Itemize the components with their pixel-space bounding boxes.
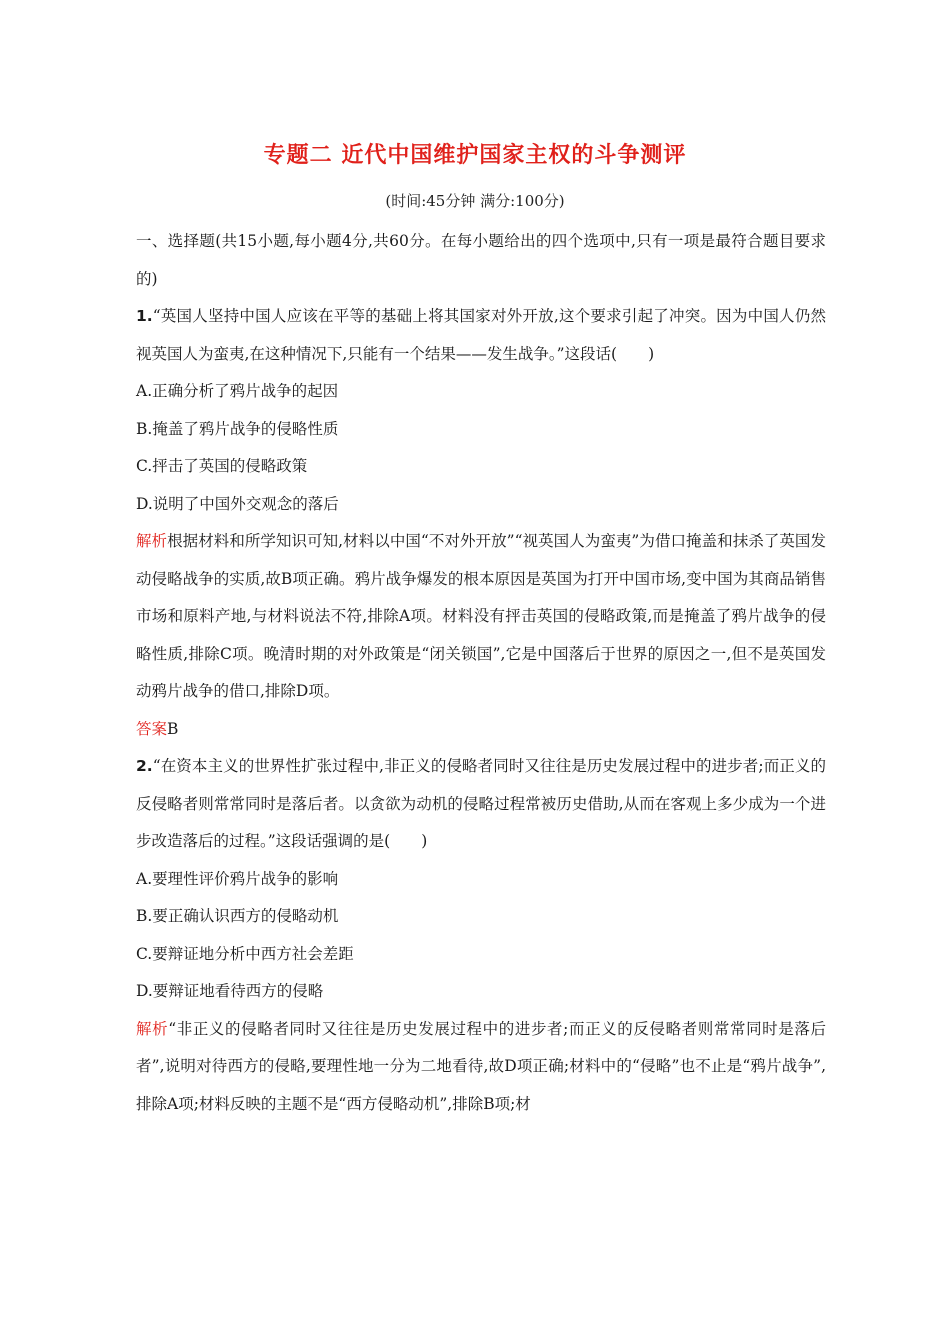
question-2-option-c: C.要辩证地分析中西方社会差距 xyxy=(136,944,354,963)
question-1-option-c: C.抨击了英国的侵略政策 xyxy=(136,457,308,475)
question-1-option-a: A.正确分析了鸦片战争的起因 xyxy=(136,382,339,400)
question-number: 1. xyxy=(136,307,153,325)
analysis-label: 解析 xyxy=(136,1019,169,1038)
analysis-text: 根据材料和所学知识可知,材料以中国“不对外开放”“视英国人为蛮夷”为借口掩盖和抹杀了英国发动侵略战争的实质,故B项正确。鸦片战争爆发的根本原因是英国为打开中国市场,变中国为其商品销售市场和原料产地,与材料说法不符,排除A项。材料没有抨击英国的侵略政策,而是掩盖了鸦片战争的侵略性质,排除C项。晚清时期的对外政策是“闭关锁国”,它是中国落后于世界的原因之一,但不是英国发动鸦片战争的借口,排除D项。 xyxy=(136,532,826,700)
analysis-label: 解析 xyxy=(136,532,168,550)
question-1-option-d: D.说明了中国外交观念的落后 xyxy=(136,494,339,513)
question-text: “英国人坚持中国人应该在平等的基础上将其国家对外开放,这个要求引起了冲突。因为中国人仍然视英国人为蛮夷,在这种情况下,只能有一个结果——发生战争。”这段话( ) xyxy=(136,307,826,363)
question-1-stem xyxy=(136,298,826,373)
exam-time-score: (时间:45分钟 满分:100分) xyxy=(385,192,565,210)
question-number: 2. xyxy=(136,757,153,775)
document-body xyxy=(136,223,826,1123)
answer-label: 答案 xyxy=(136,719,168,738)
section-heading: 一、选择题(共15小题,每小题4分,共60分。在每小题给出的四个选项中,只有一项是最符合题目要求的) xyxy=(136,232,826,288)
page-title: 专题二 近代中国维护国家主权的斗争测评 xyxy=(263,143,687,168)
question-2-option-b: B.要正确认识西方的侵略动机 xyxy=(136,907,339,925)
analysis-text: “非正义的侵略者同时又往往是历史发展过程中的进步者;而正义的反侵略者则常常同时是落后者”,说明对待西方的侵略,要理性地一分为二地看待,故D项正确;材料中的“侵略”也不止是“鸦片战争”,排除A项;材料反映的主题不是“西方侵略动机”,排除B项;材 xyxy=(136,1019,826,1113)
question-1-analysis xyxy=(136,523,826,711)
question-2-analysis xyxy=(136,1011,826,1124)
question-text: “在资本主义的世界性扩张过程中,非正义的侵略者同时又往往是历史发展过程中的进步者;而正义的反侵略者则常常同时是落后者。以贪欲为动机的侵略过程常被历史借助,从而在客观上多少成为一个进步改造落后的过程。”这段话强调的是( ) xyxy=(136,757,826,850)
question-2-option-d: D.要辩证地看待西方的侵略 xyxy=(136,982,324,1000)
question-1-option-b: B.掩盖了鸦片战争的侵略性质 xyxy=(136,419,339,438)
question-2-option-a: A.要理性评价鸦片战争的影响 xyxy=(136,869,339,888)
question-1-answer xyxy=(136,711,826,749)
question-2-stem xyxy=(136,748,826,861)
answer-value: B xyxy=(167,719,179,738)
